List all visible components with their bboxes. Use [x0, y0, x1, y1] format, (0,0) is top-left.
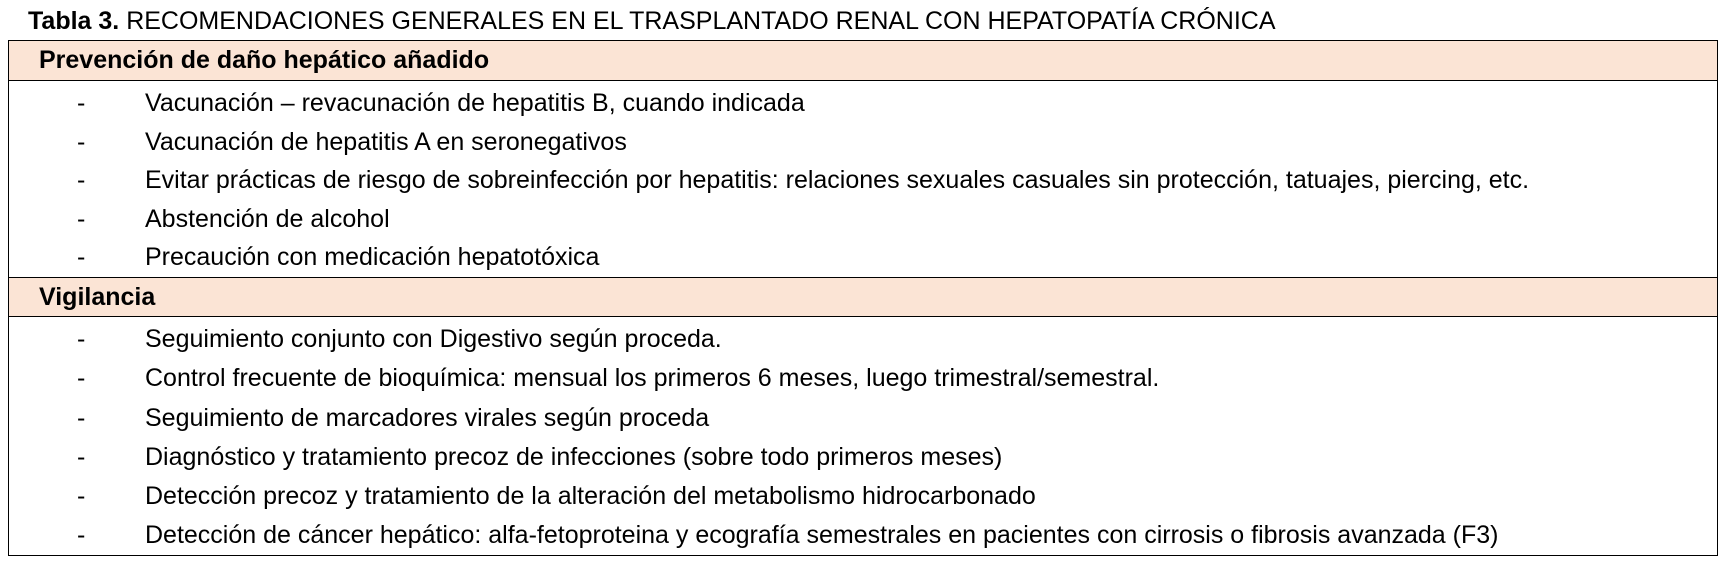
- bullet-dash: -: [77, 204, 86, 233]
- list-item: [9, 200, 1717, 239]
- table-caption-label: Tabla 3.: [28, 7, 120, 35]
- list-item-text: Seguimiento conjunto con Digestivo según proceda.: [145, 324, 722, 353]
- section-list-prevention: [9, 81, 1717, 277]
- list-item: [9, 123, 1717, 162]
- list-item-text: Diagnóstico y tratamiento precoz de infecciones (sobre todo primeros meses): [145, 442, 1003, 471]
- bullet-dash: -: [77, 364, 86, 393]
- list-item-text: Seguimiento de marcadores virales según proceda: [145, 403, 710, 432]
- table-caption: [28, 6, 1276, 36]
- list-item: [9, 238, 1717, 277]
- table-caption-title: RECOMENDACIONES GENERALES EN EL TRASPLANTADO RENAL CON HEPATOPATÍA CRÓNICA: [126, 7, 1276, 35]
- bullet-dash: -: [77, 243, 86, 272]
- recommendations-table: [8, 40, 1718, 556]
- section-list-surveillance: [9, 317, 1717, 556]
- list-item-text: Detección precoz y tratamiento de la alteración del metabolismo hidrocarbonado: [145, 482, 1036, 511]
- bullet-dash: -: [77, 442, 86, 471]
- list-item: [9, 161, 1717, 200]
- list-item-text: Vacunación – revacunación de hepatitis B, cuando indicada: [145, 89, 805, 117]
- list-item-text: Abstención de alcohol: [145, 204, 390, 233]
- list-item: [9, 84, 1717, 123]
- bullet-dash: -: [77, 403, 86, 432]
- list-item: [9, 477, 1717, 516]
- list-item-text: Vacunación de hepatitis A en seronegativos: [145, 127, 627, 156]
- list-item-text: Evitar prácticas de riesgo de sobreinfección por hepatitis: relaciones sexuales casuales sin protección, tatuajes, piercing, etc.: [145, 166, 1530, 195]
- list-item-text: Control frecuente de bioquímica: mensual los primeros 6 meses, luego trimestral/semestral.: [145, 364, 1160, 393]
- bullet-dash: -: [77, 89, 86, 117]
- bullet-dash: -: [77, 521, 86, 550]
- list-item-text: Detección de cáncer hepático: alfa-fetoproteina y ecografía semestrales en pacientes con cirrosis o fibrosis avanzada (F3): [145, 521, 1499, 550]
- list-item: [9, 359, 1717, 398]
- list-item: [9, 516, 1717, 555]
- bullet-dash: -: [77, 482, 86, 511]
- bullet-dash: -: [77, 127, 86, 156]
- section-header-prevention: Prevención de daño hepático añadido: [9, 41, 1717, 81]
- list-item: [9, 320, 1717, 359]
- bullet-dash: -: [77, 166, 86, 195]
- bullet-dash: -: [77, 324, 86, 353]
- list-item-text: Precaución con medicación hepatotóxica: [145, 243, 600, 272]
- section-header-surveillance: Vigilancia: [9, 277, 1717, 317]
- list-item: [9, 438, 1717, 477]
- list-item: [9, 399, 1717, 438]
